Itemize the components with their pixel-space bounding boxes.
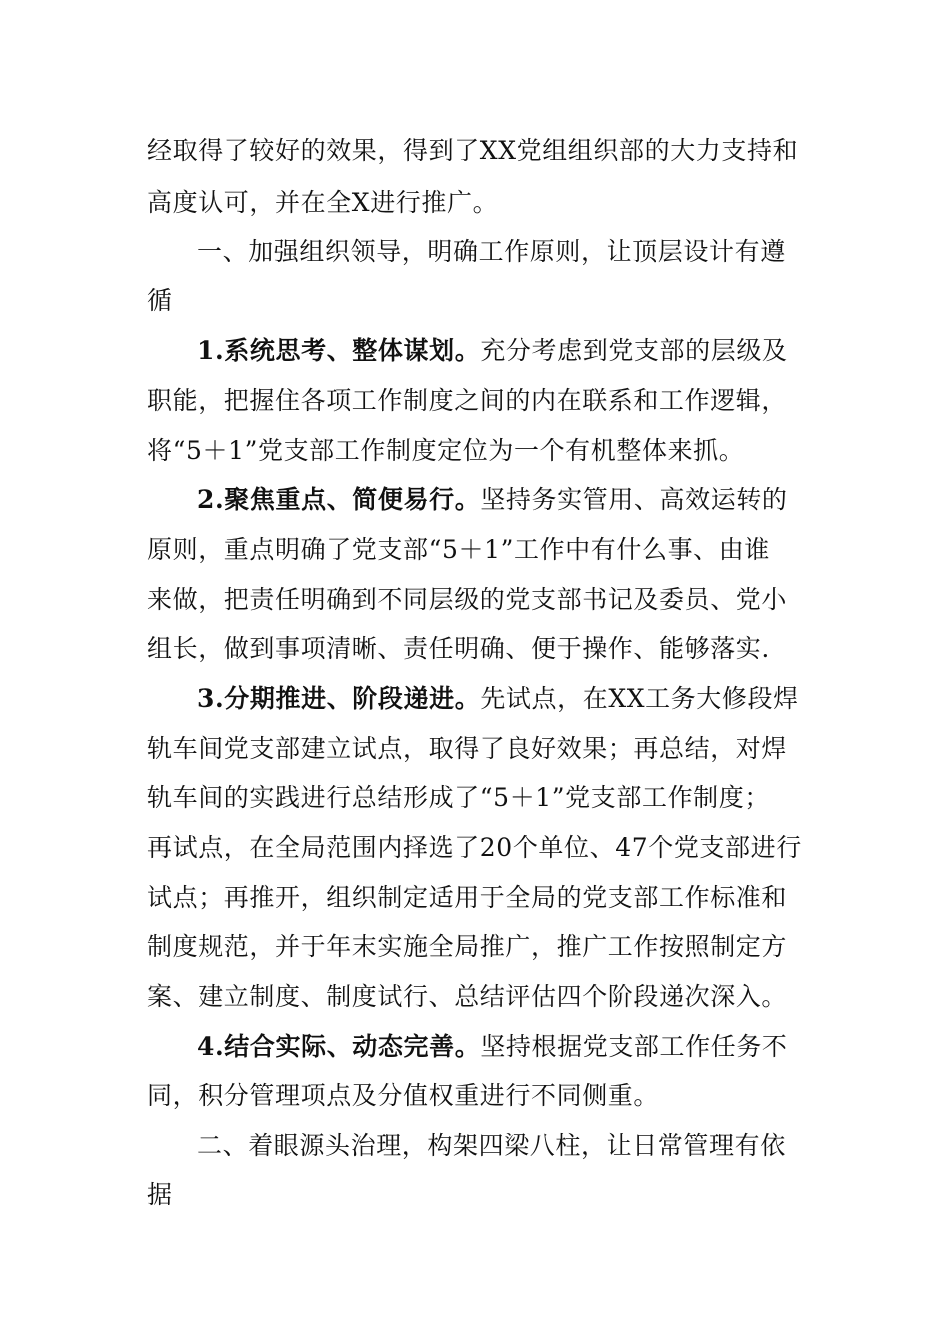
item-3-heading: 3.分期推进、阶段递进。 — [197, 684, 481, 713]
paragraph-line: 同，积分管理项点及分值权重进行不同侧重。 — [147, 1081, 660, 1110]
paragraph-line: 将“5＋1”党支部工作制度定位为一个有机整体来抓。 — [147, 436, 745, 465]
item-2-first-line — [197, 480, 807, 520]
item-3-text: 先试点，在XX工务大修段焊 — [480, 684, 799, 713]
section-heading-2: 二、着眼源头治理，构架四梁八柱，让日常管理有依 — [197, 1131, 786, 1160]
item-3-first-line — [197, 679, 807, 719]
item-4-heading: 4.结合实际、动态完善。 — [197, 1032, 481, 1061]
section-heading-2-cont: 据 — [147, 1180, 173, 1209]
item-1-text: 充分考虑到党支部的层级及 — [480, 336, 788, 365]
paragraph-line: 试点；再推开，组织制定适用于全局的党支部工作标准和 — [147, 883, 788, 912]
item-2-heading: 2.聚焦重点、简便易行。 — [197, 485, 481, 514]
item-4-text: 坚持根据党支部工作任务不 — [480, 1032, 788, 1061]
section-heading-1-cont: 循 — [147, 286, 173, 315]
item-4-first-line — [197, 1027, 807, 1067]
item-1-heading: 1.系统思考、整体谋划。 — [197, 336, 481, 365]
paragraph-line: 高度认可，并在全X进行推广。 — [147, 188, 499, 217]
paragraph-line: 经取得了较好的效果，得到了XX党组组织部的大力支持和 — [147, 136, 799, 165]
paragraph-line: 制度规范，并于年末实施全局推广，推广工作按照制定方 — [147, 932, 788, 961]
paragraph-line: 原则，重点明确了党支部“5＋1”工作中有什么事、由谁 — [147, 535, 770, 564]
paragraph-line: 再试点，在全局范围内择选了20个单位、47个党支部进行 — [147, 833, 802, 862]
paragraph-line: 轨车间的实践进行总结形成了“5＋1”党支部工作制度； — [147, 783, 770, 812]
paragraph-line: 职能，把握住各项工作制度之间的内在联系和工作逻辑， — [147, 386, 788, 415]
paragraph-line: 组长，做到事项清晰、责任明确、便于操作、能够落实. — [147, 634, 770, 663]
paragraph-line: 轨车间党支部建立试点，取得了良好效果；再总结，对焊 — [147, 734, 788, 763]
item-2-text: 坚持务实管用、高效运转的 — [480, 485, 788, 514]
paragraph-line: 来做，把责任明确到不同层级的党支部书记及委员、党小 — [147, 585, 788, 614]
item-1-first-line — [197, 331, 807, 371]
paragraph-line: 案、建立制度、制度试行、总结评估四个阶段递次深入。 — [147, 982, 788, 1011]
section-heading-1: 一、加强组织领导，明确工作原则，让顶层设计有遵 — [197, 237, 786, 266]
